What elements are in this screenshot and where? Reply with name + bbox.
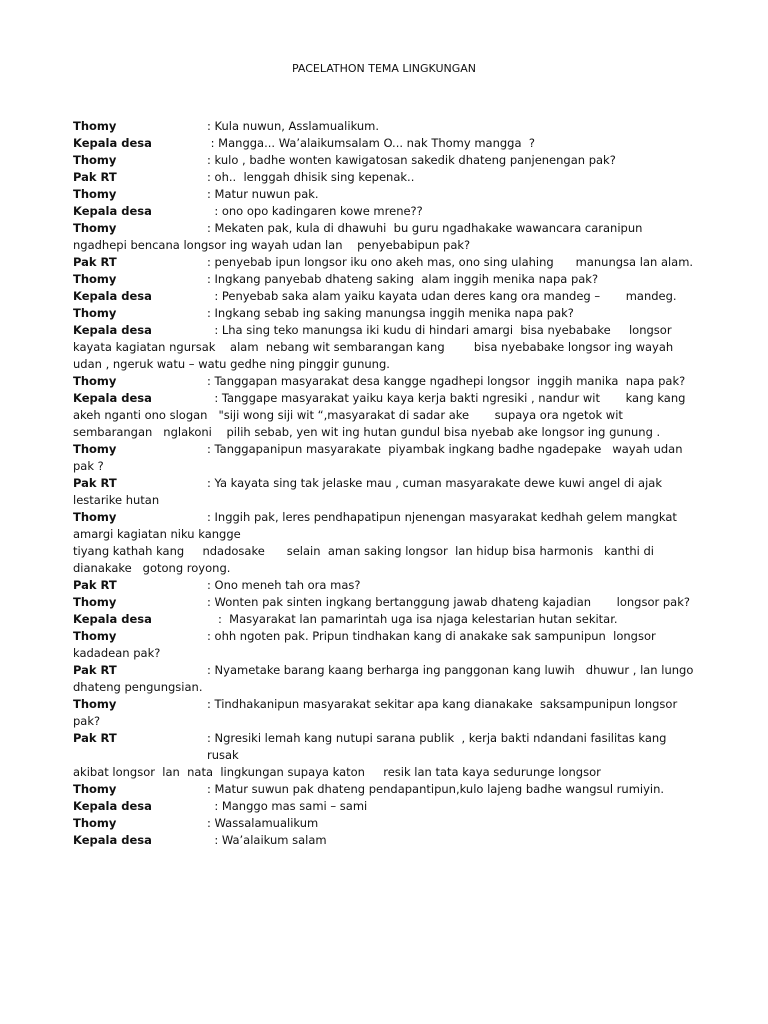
speaker-name: Thomy bbox=[73, 374, 117, 388]
dialogue-entry bbox=[73, 390, 698, 441]
speech-line: : ono opo kadingaren kowe mrene?? bbox=[207, 204, 423, 218]
speech-line: : Mekaten pak, kula di dhawuhi bu guru ngadhakake wawancara caranipun bbox=[207, 221, 643, 235]
speech-line: : Inggih pak, leres pendhapatipun njenengan masyarakat kedhah gelem mangkat bbox=[207, 510, 677, 524]
dialogue-entry bbox=[73, 781, 698, 798]
dialogue-entry bbox=[73, 152, 698, 169]
speech-line: : Tanggape masyarakat yaiku kaya kerja bakti ngresiki , nandur wit kang kang bbox=[207, 391, 686, 405]
speech-line: : Ono meneh tah ora mas? bbox=[207, 578, 361, 592]
speech-line: : Ingkang sebab ing saking manungsa inggih menika napa pak? bbox=[207, 306, 574, 320]
dialogue-entry bbox=[73, 203, 698, 220]
speech-line: : Manggo mas sami – sami bbox=[207, 799, 368, 813]
speech-line: : Wonten pak sinten ingkang bertanggung jawab dhateng kajadian longsor pak? bbox=[207, 595, 690, 609]
speaker-name: Thomy bbox=[73, 306, 117, 320]
speaker-name: Kepala desa bbox=[73, 391, 152, 405]
speech-line: : Nyametake barang kaang berharga ing panggonan kang luwih dhuwur , lan lungo bbox=[207, 663, 694, 677]
speaker-name: Pak RT bbox=[73, 170, 117, 184]
dialogue-entry bbox=[73, 305, 698, 322]
speaker-name: Kepala desa bbox=[73, 799, 152, 813]
speech-line: : Kula nuwun, Asslamualikum. bbox=[207, 119, 380, 133]
speaker-name: Thomy bbox=[73, 510, 117, 524]
speech-line: akeh nganti ono slogan "siji wong siji wit “,masyarakat di sadar ake supaya ora ngetok wit bbox=[73, 408, 623, 422]
document-title: PACELATHON TEMA LINGKUNGAN bbox=[291, 62, 477, 75]
dialogue-entry bbox=[73, 186, 698, 203]
dialogue-entry bbox=[73, 288, 698, 305]
speaker-name: Thomy bbox=[73, 816, 117, 830]
dialogue-entry bbox=[73, 509, 698, 577]
speech-line: kayata kagiatan ngursak alam nebang wit sembarangan kang bisa nyebabake longsor ing wayah bbox=[73, 340, 674, 354]
dialogue-entry bbox=[73, 611, 698, 628]
speech-line: : oh.. lenggah dhisik sing kepenak.. bbox=[207, 170, 415, 184]
dialogue-entry bbox=[73, 169, 698, 186]
speech-line: kadadean pak? bbox=[73, 646, 161, 660]
speaker-name: Kepala desa bbox=[73, 136, 152, 150]
speaker-name: Kepala desa bbox=[73, 204, 152, 218]
speech-line: : Ngresiki lemah kang nutupi sarana publik , kerja bakti ndandani fasilitas kang rusak bbox=[207, 731, 671, 762]
dialogue-entry bbox=[73, 798, 698, 815]
dialogue-entry bbox=[73, 594, 698, 611]
speech-line: : Ingkang panyebab dhateng saking alam inggih menika napa pak? bbox=[207, 272, 599, 286]
speaker-name: Thomy bbox=[73, 595, 117, 609]
dialogue-entry bbox=[73, 441, 698, 475]
speaker-name: Thomy bbox=[73, 442, 117, 456]
dialogue-entry bbox=[73, 135, 698, 152]
speech-line: : Tanggapan masyarakat desa kangge ngadhepi longsor inggih manika napa pak? bbox=[207, 374, 686, 388]
speech-line: : Matur nuwun pak. bbox=[207, 187, 319, 201]
speech-line: : Penyebab saka alam yaiku kayata udan deres kang ora mandeg – mandeg. bbox=[207, 289, 677, 303]
speaker-name: Pak RT bbox=[73, 255, 117, 269]
dialogue-entry bbox=[73, 271, 698, 288]
dialogue-entry bbox=[73, 696, 698, 730]
speech-line: dianakake gotong royong. bbox=[73, 561, 231, 575]
speech-line: : Tindhakanipun masyarakat sekitar apa kang dianakake saksampunipun longsor bbox=[207, 697, 678, 711]
speech-line: : penyebab ipun longsor iku ono akeh mas, ono sing ulahing manungsa lan alam. bbox=[207, 255, 694, 269]
speaker-name: Pak RT bbox=[73, 578, 117, 592]
speech-line: : Mangga... Wa’alaikumsalam O... nak Thomy mangga ? bbox=[207, 136, 535, 150]
speech-line: ngadhepi bencana longsor ing wayah udan lan penyebabipun pak? bbox=[73, 238, 471, 252]
speaker-name: Pak RT bbox=[73, 476, 117, 490]
speech-line: : Wa’alaikum salam bbox=[207, 833, 327, 847]
speech-line: : Wassalamualikum bbox=[207, 816, 319, 830]
dialogue-entry bbox=[73, 662, 698, 696]
speech-line: : kulo , badhe wonten kawigatosan sakedik dhateng panjenengan pak? bbox=[207, 153, 616, 167]
speaker-name: Kepala desa bbox=[73, 612, 152, 626]
speech-line: tiyang kathah kang ndadosake selain aman saking longsor lan hidup bisa harmonis kanthi di bbox=[73, 544, 654, 558]
speech-line: : Lha sing teko manungsa iki kudu di hindari amargi bisa nyebabake longsor bbox=[207, 323, 672, 337]
speech-line: udan , ngeruk watu – watu gedhe ning pinggir gunung. bbox=[73, 357, 390, 371]
speech-line: : Masyarakat lan pamarintah uga isa njaga kelestarian hutan sekitar. bbox=[207, 612, 618, 626]
dialogue-entry bbox=[73, 254, 698, 271]
speaker-name: Thomy bbox=[73, 272, 117, 286]
speech-line: : Tanggapanipun masyarakate piyambak ingkang badhe ngadepake wayah udan bbox=[207, 442, 683, 456]
speaker-name: Thomy bbox=[73, 153, 117, 167]
dialogue-entry bbox=[73, 220, 698, 254]
speech-line: : Matur suwun pak dhateng pendapantipun,kulo lajeng badhe wangsul rumiyin. bbox=[207, 782, 665, 796]
speech-line: pak ? bbox=[73, 459, 104, 473]
speaker-name: Thomy bbox=[73, 629, 117, 643]
speech-line: : Ya kayata sing tak jelaske mau , cuman masyarakate dewe kuwi angel di ajak bbox=[207, 476, 662, 490]
speech-line: lestarike hutan bbox=[73, 493, 160, 507]
speaker-name: Kepala desa bbox=[73, 289, 152, 303]
dialogue-entry bbox=[73, 815, 698, 832]
dialogue-entry bbox=[73, 475, 698, 509]
dialogue-entry bbox=[73, 832, 698, 849]
speech-line: sembarangan nglakoni pilih sebab, yen wit ing hutan gundul bisa nyebab ake longsor ing gunung . bbox=[73, 425, 661, 439]
dialogue-entry bbox=[73, 730, 698, 781]
dialogue-entry bbox=[73, 577, 698, 594]
speaker-name: Kepala desa bbox=[73, 833, 152, 847]
speech-line: akibat longsor lan nata lingkungan supaya katon resik lan tata kaya sedurunge longsor bbox=[73, 765, 601, 779]
speaker-name: Kepala desa bbox=[73, 323, 152, 337]
dialogue-entry bbox=[73, 373, 698, 390]
speaker-name: Pak RT bbox=[73, 731, 117, 745]
speech-line: : ohh ngoten pak. Pripun tindhakan kang di anakake sak sampunipun longsor bbox=[207, 629, 656, 643]
speaker-name: Thomy bbox=[73, 119, 117, 133]
speaker-name: Thomy bbox=[73, 697, 117, 711]
speaker-name: Thomy bbox=[73, 187, 117, 201]
speaker-name: Pak RT bbox=[73, 663, 117, 677]
dialogue-entry bbox=[73, 322, 698, 373]
dialogue-list bbox=[73, 118, 698, 849]
speech-line: dhateng pengungsian. bbox=[73, 680, 203, 694]
speaker-name: Thomy bbox=[73, 782, 117, 796]
dialogue-entry bbox=[73, 118, 698, 135]
speech-line: pak? bbox=[73, 714, 101, 728]
dialogue-entry bbox=[73, 628, 698, 662]
speech-line: amargi kagiatan niku kangge bbox=[73, 527, 241, 541]
speaker-name: Thomy bbox=[73, 221, 117, 235]
